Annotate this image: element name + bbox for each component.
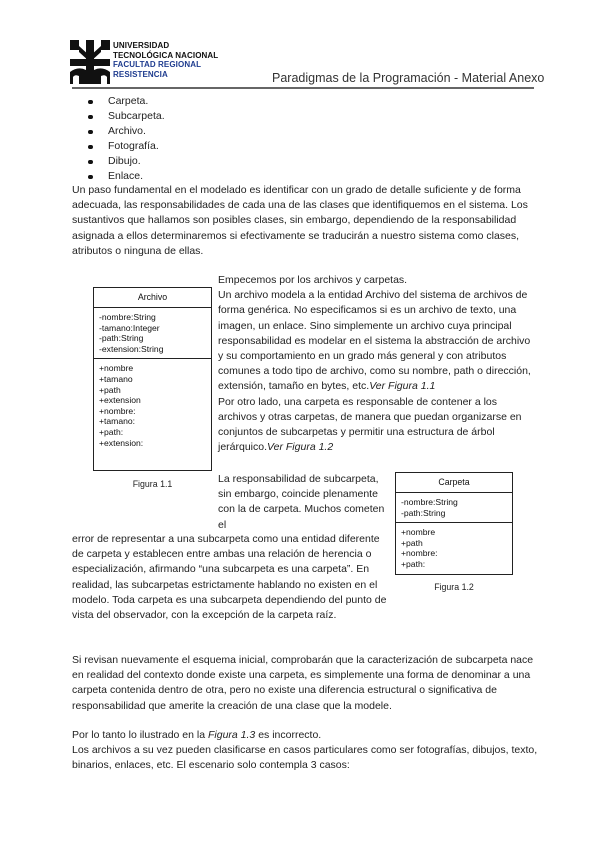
- document-title: Paradigmas de la Programación - Material Anexo: [272, 71, 545, 85]
- uml-operation: +extension:: [99, 437, 144, 448]
- list-item: Fotografía.: [82, 139, 165, 154]
- paragraph-modeling: Un paso fundamental en el modelado es identificar con un grado de detalle suficiente y de forma adecuada, las responsabilidades de cada una de las clases que identifiquemos en el sistema. Los sustantivos que hallamos son posibles clases, sin embargo, dependiendo de la responsabilidad asignada a ellos determinaremos si efectivamente se traducirán a nuestro sistema como clases, atributos o ninguna de ellas.: [72, 184, 528, 257]
- paragraph-subcarpeta-error: error de representar a una subcarpeta como una entidad diferente de carpeta y establecen entre ambas una relación de herencia o especialización, afirmando “una subcarpeta es una carpeta”. En realidad, las subcarpetas estrictamente hablando no existen en el modelo. Toda carpeta es una subcarpeta dependiendo del punto de vista del observador, con la excepción de la carpeta raíz.: [72, 533, 387, 622]
- paragraph-archivo: Un archivo modela a la entidad Archivo del sistema de archivos de forma genérica. No especificamos si es un archivo de texto, una imagen, un enlace. Sino simplemente un archivo cuya principal responsabilidad es modelar en el sistema la abstracción de archivo y su comportamiento en un grado más general y con atributos comunes a todo tipo de archivo, como su nombre, path o dirección, extensión, tamaño en bytes, etc.: [218, 289, 531, 393]
- utn-logo-icon: [70, 40, 110, 84]
- uml-class-archivo: [93, 287, 212, 471]
- list-item: Archivo.: [82, 124, 165, 139]
- list-item: Dibujo.: [82, 154, 165, 169]
- uml-operation: +nombre: [401, 527, 436, 538]
- figure-caption: Figura 1.2: [434, 582, 474, 592]
- uml-operation: +extension: [99, 395, 141, 406]
- uml-attribute: -tamano:Integer: [99, 322, 160, 333]
- uml-operation: +nombre:: [401, 548, 438, 559]
- figure-reference: Ver Figura 1.1: [369, 380, 436, 393]
- institution-name: [113, 41, 218, 79]
- uml-class-name: Carpeta: [396, 473, 512, 493]
- uml-operation: +nombre: [99, 363, 134, 374]
- institution-line-3: FACULTAD REGIONAL: [113, 60, 202, 69]
- uml-class-carpeta: [395, 472, 513, 575]
- uml-attributes: [94, 308, 211, 359]
- uml-attribute: -path:String: [401, 507, 446, 518]
- uml-operation: +nombre:: [99, 405, 136, 416]
- uml-operation: +path: [401, 537, 423, 548]
- uml-operation: +path:: [99, 426, 124, 437]
- paragraph-review: Si revisan nuevamente el esquema inicial, comprobarán que la caracterización de subcarpeta nace en realidad del contexto donde existe una carpeta, es simplemente una forma de denominar a una carpeta contenida dentro de otra, pero no existe una diferencia estructural o significativa de responsabilidad que amerite la creación de una clase que la modele.: [72, 654, 534, 712]
- list-item: Carpeta.: [82, 94, 165, 109]
- uml-operation: +path: [99, 384, 121, 395]
- paragraph-files-folders: [218, 273, 538, 455]
- uml-operation: +tamano: [99, 373, 133, 384]
- uml-attribute: -nombre:String: [401, 497, 458, 507]
- conclusion-text: es incorrecto.: [255, 729, 322, 741]
- figure-reference: Figura 1.3: [208, 729, 256, 741]
- list-item: Subcarpeta.: [82, 109, 165, 124]
- entity-list: [82, 94, 165, 184]
- uml-attribute: -nombre:String: [99, 312, 156, 322]
- uml-operations: [94, 359, 211, 461]
- paragraph-conclusion: [72, 728, 542, 774]
- uml-operation: +tamano:: [99, 416, 136, 427]
- figure-reference: Ver Figura 1.2: [267, 441, 334, 454]
- paragraph-file-types: Los archivos a su vez pueden clasificarse en casos particulares como ser fotografías, dibujos, texto, binarios, enlaces, etc. El escenario solo contempla 3 casos:: [72, 744, 538, 772]
- uml-operation: +path:: [401, 558, 426, 569]
- institution-line-2: TECNOLÓGICA NACIONAL: [113, 50, 219, 60]
- header-divider: [72, 87, 534, 89]
- uml-class-name: Archivo: [94, 288, 211, 308]
- conclusion-text: Por lo tanto lo ilustrado en la: [72, 729, 208, 741]
- uml-attribute: -path:String: [99, 333, 144, 344]
- uml-attribute: -extension:String: [99, 343, 164, 354]
- uml-attributes: [396, 493, 512, 523]
- list-item: Enlace.: [82, 169, 165, 184]
- paragraph-carpeta: Por otro lado, una carpeta es responsable de contener a los archivos y otras carpetas, de manera que puedan organizarse en conjuntos de subcarpetas y permitir una estructura de árbol jerárquico.: [218, 395, 522, 454]
- institution-line-4: RESISTENCIA: [113, 69, 168, 79]
- institution-line-1: UNIVERSIDAD: [113, 41, 170, 50]
- uml-operations: [396, 523, 512, 573]
- figure-caption: Figura 1.1: [132, 479, 173, 489]
- paragraph-subcarpeta: La responsabilidad de subcarpeta, sin embargo, coincide plenamente con la de carpeta. Muchos cometen el: [218, 473, 385, 531]
- paragraph-intro: Empecemos por los archivos y carpetas.: [218, 274, 408, 286]
